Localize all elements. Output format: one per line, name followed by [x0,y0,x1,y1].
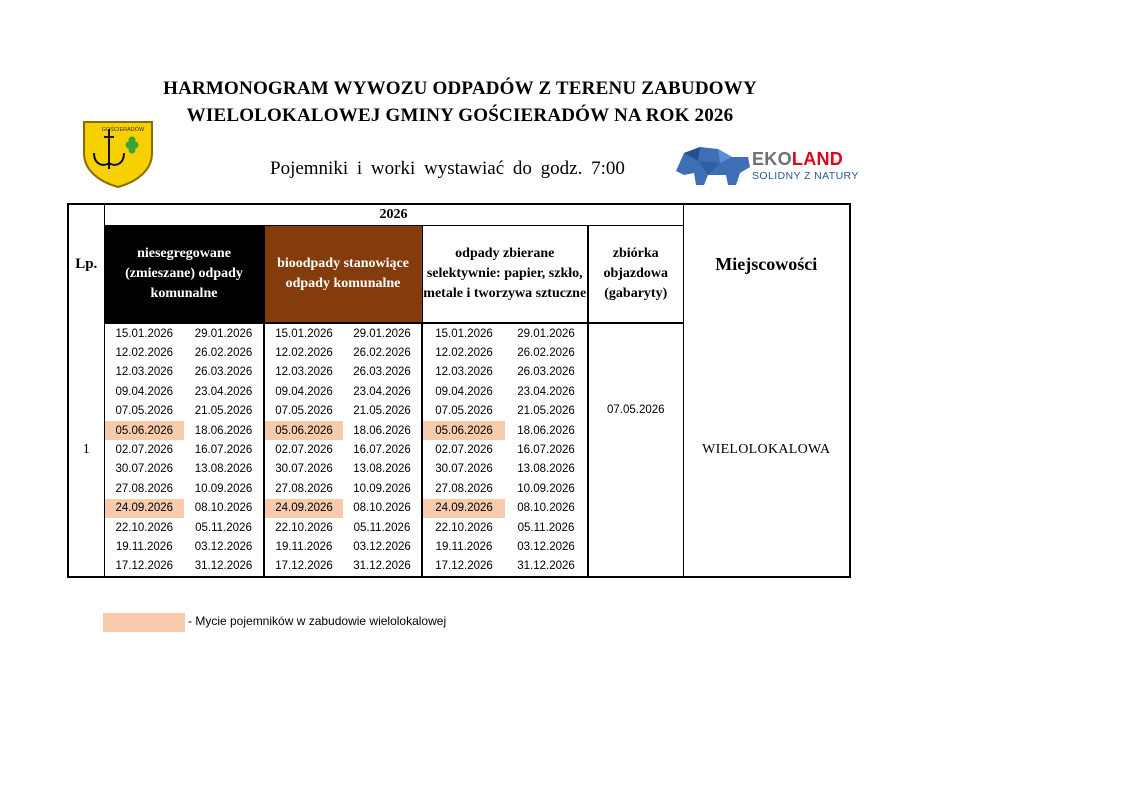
mixed-date-cell: 02.07.2026 [115,444,174,457]
schedule-table [67,203,851,578]
mixed-date-cell: 17.12.2026 [115,560,174,573]
subtitle: Pojemniki i worki wystawiać do godz. 7:00 [270,158,625,179]
mixed-date-cell: 26.02.2026 [184,343,264,362]
mixed-date-cell: 15.01.2026 [115,327,174,340]
selective-date-cell: 07.05.2026 [435,405,493,418]
selective-date-cell: 16.07.2026 [505,440,588,459]
bio-date-cell: 10.09.2026 [343,479,422,498]
bio-date-cell: 21.05.2026 [343,402,422,421]
bio-date-cell: 30.07.2026 [275,463,333,476]
bio-date-cell: 26.03.2026 [343,363,422,382]
ekoland-name-land: LAND [791,149,844,169]
bio-date-cell: 24.09.2026 [264,499,343,518]
mixed-date-cell: 21.05.2026 [184,402,264,421]
bio-date-cell: 02.07.2026 [275,444,333,457]
selective-waste-header: odpady zbierane selektywnie: papier, szkło, metale i tworzywa sztuczne [422,226,588,324]
bio-date-cell: 05.06.2026 [264,421,343,440]
selective-date-cell: 26.03.2026 [505,363,588,382]
bio-date-cell: 08.10.2026 [343,499,422,518]
mixed-date-cell: 19.11.2026 [115,540,173,553]
bio-date-cell: 29.01.2026 [343,323,422,343]
mixed-waste-header: niesegregowane (zmieszane) odpady komunalne [104,226,264,324]
bio-date-cell: 09.04.2026 [275,385,333,398]
mixed-date-cell: 22.10.2026 [115,521,174,534]
year-header: 2026 [104,204,683,226]
crest-label: GOŚCIERADÓW [101,127,145,133]
localities-header: Miejscowości [683,204,850,323]
mixed-date-cell: 07.05.2026 [115,405,174,418]
selective-date-cell: 29.01.2026 [505,323,588,343]
gosieradow-crest-logo [80,119,156,189]
bio-date-cell: 17.12.2026 [275,560,333,573]
bio-date-cell: 12.02.2026 [275,347,333,360]
selective-date-cell: 26.02.2026 [505,343,588,362]
selective-date-cell: 12.02.2026 [435,347,493,360]
mixed-date-cell: 18.06.2026 [184,421,264,440]
selective-date-cell: 15.01.2026 [435,327,493,340]
mixed-date-cell: 27.08.2026 [115,482,174,495]
selective-date-cell: 05.11.2026 [505,518,588,537]
bio-date-cell: 22.10.2026 [275,521,333,534]
lp-header: Lp. [68,204,104,323]
bio-date-cell: 12.03.2026 [275,366,333,379]
mixed-date-cell: 13.08.2026 [184,460,264,479]
bio-date-cell: 07.05.2026 [275,405,333,418]
mixed-date-cell: 12.02.2026 [115,347,174,360]
selective-date-cell: 24.09.2026 [422,499,505,518]
selective-date-cell: 31.12.2026 [505,557,588,577]
selective-date-cell: 09.04.2026 [435,385,493,398]
mixed-date-cell: 05.11.2026 [184,518,264,537]
mixed-date-cell: 08.10.2026 [184,499,264,518]
selective-date-cell: 03.12.2026 [505,537,588,556]
selective-date-cell: 19.11.2026 [435,540,493,553]
selective-date-cell: 22.10.2026 [435,521,493,534]
bio-date-cell: 27.08.2026 [275,482,333,495]
selective-date-cell: 17.12.2026 [435,560,493,573]
bulky-waste-header: zbiórka objazdowa (gabaryty) [588,226,683,324]
selective-date-cell: 13.08.2026 [505,460,588,479]
selective-date-cell: 27.08.2026 [435,482,493,495]
legend-text: - Mycie pojemników w zabudowie wielolokalowej [188,614,447,628]
ekoland-name-eko: EKO [752,149,792,169]
mixed-date-cell: 29.01.2026 [184,323,264,343]
lp-cell: 1 [68,323,104,577]
mixed-date-cell: 03.12.2026 [184,537,264,556]
bio-date-cell: 03.12.2026 [343,537,422,556]
mixed-date-cell: 09.04.2026 [115,385,174,398]
selective-date-cell: 08.10.2026 [505,499,588,518]
mixed-date-cell: 05.06.2026 [104,421,184,440]
bio-date-cell: 05.11.2026 [343,518,422,537]
selective-date-cell: 12.03.2026 [435,366,493,379]
bio-date-cell: 23.04.2026 [343,382,422,401]
selective-date-cell: 05.06.2026 [422,421,505,440]
bulky-waste-cell [588,323,683,577]
bio-date-cell: 26.02.2026 [343,343,422,362]
mixed-date-cell: 10.09.2026 [184,479,264,498]
selective-date-cell: 30.07.2026 [435,463,493,476]
selective-date-cell: 21.05.2026 [505,402,588,421]
legend-swatch [103,613,185,632]
mixed-date-cell: 16.07.2026 [184,440,264,459]
selective-date-cell: 18.06.2026 [505,421,588,440]
document-title-line-2: WIELOLOKALOWEJ GMINY GOŚCIERADÓW NA ROK 2026 [186,105,734,126]
mixed-date-cell: 24.09.2026 [104,499,184,518]
bio-date-cell: 13.08.2026 [343,460,422,479]
ekoland-tagline: SOLIDNY Z NATURY [752,170,859,182]
bio-date-cell: 19.11.2026 [275,540,333,553]
selective-date-cell: 23.04.2026 [505,382,588,401]
selective-date-cell: 02.07.2026 [435,444,493,457]
mixed-date-cell: 12.03.2026 [115,366,174,379]
biowaste-header: bioodpady stanowiące odpady komunalne [264,226,422,324]
locality-cell: WIELOLOKALOWA [702,441,831,457]
mixed-date-cell: 26.03.2026 [184,363,264,382]
mixed-date-cell: 30.07.2026 [115,463,174,476]
mixed-date-cell: 31.12.2026 [184,557,264,577]
mixed-date-cell: 23.04.2026 [184,382,264,401]
bio-date-cell: 15.01.2026 [275,327,333,340]
bio-date-cell: 31.12.2026 [343,557,422,577]
table-row [68,323,850,343]
bulky-waste-date: 07.05.2026 [606,404,665,416]
bio-date-cell: 16.07.2026 [343,440,422,459]
document-title-line-1: HARMONOGRAM WYWOZU ODPADÓW Z TERENU ZABUDOWY [163,78,757,99]
bio-date-cell: 18.06.2026 [343,421,422,440]
ekoland-wordmark [752,149,859,182]
selective-date-cell: 10.09.2026 [505,479,588,498]
